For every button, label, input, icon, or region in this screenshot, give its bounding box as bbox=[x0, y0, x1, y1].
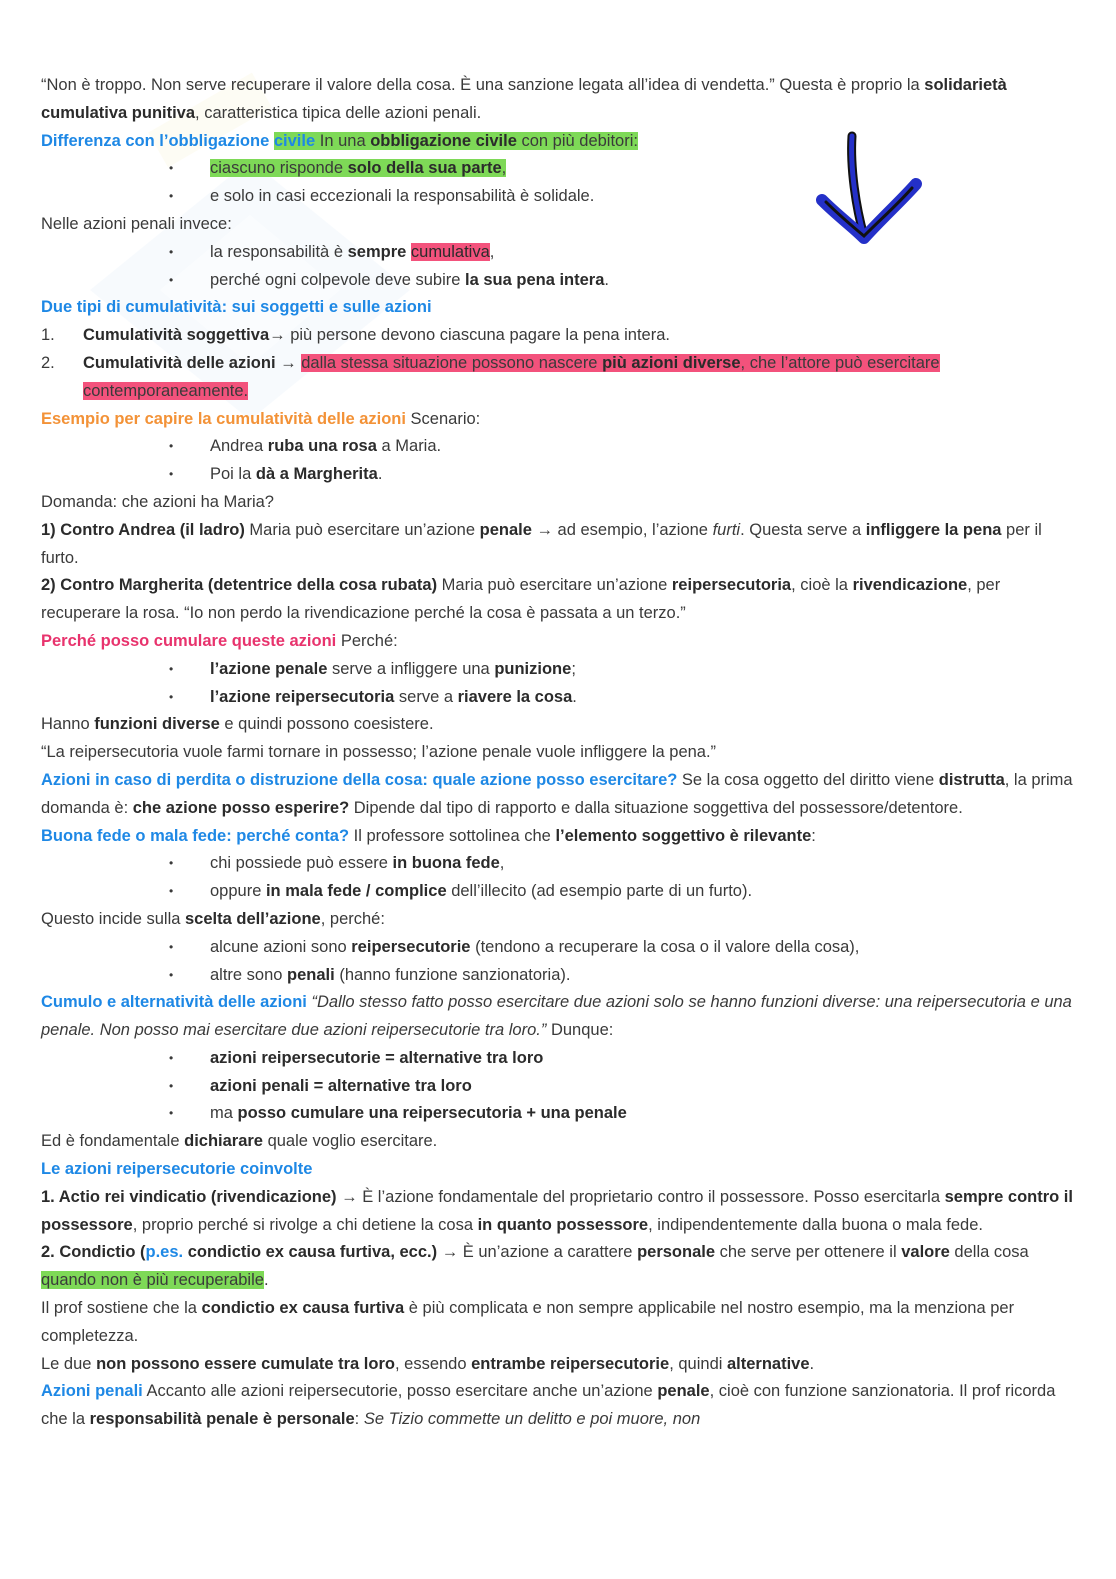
section-heading: Perché posso cumulare queste azioni bbox=[41, 631, 337, 650]
paragraph: 1) Contro Andrea (il ladro) Maria può esercitare un’azione penale → ad esempio, l’azione furti. Questa serve a infliggere la pena per il furto. bbox=[41, 520, 1042, 567]
section-heading: Azioni in caso di perdita o distruzione della cosa: quale azione posso esercitare? bbox=[41, 770, 678, 789]
section-heading: Azioni penali bbox=[41, 1382, 143, 1401]
highlight-pink: cumulativa bbox=[410, 242, 490, 261]
section-heading: Cumulo e alternatività delle azioni bbox=[41, 993, 307, 1012]
section-heading-line: Cumulo e alternatività delle azioni “Dallo stesso fatto posso esercitare due azioni solo se hanno funzioni diverse: una reipersecutoria e una penale. Non posso mai esercitare due azioni reipersecutorie tra loro.” Dunque: bbox=[41, 993, 1072, 1040]
section-heading: Buona fede o mala fede: perché conta? bbox=[41, 826, 350, 845]
paragraph: Le due non possono essere cumulate tra loro, essendo entrambe reipersecutorie, quindi alternative. bbox=[41, 1354, 815, 1373]
section-heading-line: Buona fede o mala fede: perché conta? Il professore sottolinea che l’elemento soggettivo è rilevante: bbox=[41, 826, 816, 845]
numbered-item: 2. Cumulatività delle azioni → dalla stessa situazione possono nascere più azioni diverse, che l’attore può esercitare contemporaneamente. bbox=[41, 353, 940, 400]
section-heading-line: Azioni in caso di perdita o distruzione della cosa: quale azione posso esercitare? Se la cosa oggetto del diritto viene distrutta, la prima domanda è: che azione posso esperire? Dipende dal tipo di rapporto e dalla situazione soggettiva del possessore/detentore. bbox=[41, 770, 1073, 817]
paragraph: Hanno funzioni diverse e quindi possono coesistere. bbox=[41, 715, 434, 734]
bullet-item: • l’azione penale serve a infliggere una punizione; bbox=[41, 656, 1076, 684]
section-heading-line: Perché posso cumulare queste azioni Perché: bbox=[41, 631, 398, 650]
section-heading-line: Esempio per capire la cumulatività delle azioni Scenario: bbox=[41, 409, 481, 428]
section-heading: Esempio per capire la cumulatività delle azioni bbox=[41, 409, 406, 428]
bullet-item: • e solo in casi eccezionali la responsabilità è solidale. bbox=[41, 183, 1076, 211]
bullet-item: • l’azione reipersecutoria serve a riavere la cosa. bbox=[41, 684, 1076, 712]
bullet-item: • ma posso cumulare una reipersecutoria + una penale bbox=[41, 1100, 1076, 1128]
bullet-item: • la responsabilità è sempre cumulativa, bbox=[41, 239, 1076, 267]
section-heading: Le azioni reipersecutorie coinvolte bbox=[41, 1160, 313, 1179]
paragraph: “La reipersecutoria vuole farmi tornare in possesso; l’azione penale vuole infliggere la pena.” bbox=[41, 743, 717, 762]
paragraph: Ed è fondamentale dichiarare quale voglio esercitare. bbox=[41, 1132, 438, 1151]
paragraph: Il prof sostiene che la condictio ex causa furtiva è più complicata e non sempre applicabile nel nostro esempio, ma la menziona per completezza. bbox=[41, 1299, 1015, 1345]
paragraph: Domanda: che azioni ha Maria? bbox=[41, 492, 274, 511]
bullet-item: • oppure in mala fede / complice dell’illecito (ad esempio parte di un furto). bbox=[41, 878, 1076, 906]
bullet-item: • Andrea ruba una rosa a Maria. bbox=[41, 433, 1076, 461]
numbered-item: 1. Cumulatività soggettiva→ più persone devono ciascuna pagare la pena intera. bbox=[41, 326, 670, 345]
paragraph: Questo incide sulla scelta dell’azione, perché: bbox=[41, 909, 385, 928]
bullet-item: • Poi la dà a Margherita. bbox=[41, 461, 1076, 489]
bullet-item: • alcune azioni sono reipersecutorie (tendono a recuperare la cosa o il valore della cosa), bbox=[41, 934, 1076, 962]
section-heading: Due tipi di cumulatività: sui soggetti e sulle azioni bbox=[41, 298, 432, 317]
section-heading-line: Differenza con l’obbligazione civile In una obbligazione civile con più debitori: bbox=[41, 131, 638, 150]
highlight-green: quando non è più recuperabile bbox=[41, 1271, 264, 1290]
bullet-item: • altre sono penali (hanno funzione sanzionatoria). bbox=[41, 962, 1076, 990]
highlight-pink: dalla stessa situazione possono nascere più azioni diverse, che l’attore può esercitare contemporaneamente. bbox=[83, 353, 940, 400]
bullet-item: • ciascuno risponde solo della sua parte, bbox=[41, 155, 1076, 183]
section-heading: Differenza con l’obbligazione bbox=[41, 131, 274, 150]
paragraph: Nelle azioni penali invece: bbox=[41, 214, 232, 233]
bullet-item: • azioni reipersecutorie = alternative tra loro bbox=[41, 1045, 1076, 1073]
highlight-green: civile bbox=[273, 131, 316, 150]
section-heading-line: Azioni penali Accanto alle azioni reipersecutorie, posso esercitare anche un’azione penale, cioè con funzione sanzionatoria. Il prof ricorda che la responsabilità penale è personale: Se Tizio commette un delitto e poi muore, non bbox=[41, 1382, 1056, 1429]
paragraph: 1. Actio rei vindicatio (rivendicazione) → È l’azione fondamentale del proprietario contro il possessore. Posso esercitarla sempre contro il possessore, proprio perché si rivolge a chi detiene la cosa in quanto possessore, indipendentemente dalla buona o mala fede. bbox=[41, 1187, 1073, 1234]
notes-page bbox=[41, 72, 1076, 1434]
paragraph: 2. Condictio (p.es. condictio ex causa furtiva, ecc.) → È un’azione a carattere personale che serve per ottenere il valore della cosa quando non è più recuperabile. bbox=[41, 1243, 1029, 1290]
bullet-item: • chi possiede può essere in buona fede, bbox=[41, 850, 1076, 878]
bullet-item: • perché ogni colpevole deve subire la sua pena intera. bbox=[41, 267, 1076, 295]
paragraph: 2) Contro Margherita (detentrice della cosa rubata) Maria può esercitare un’azione reipersecutoria, cioè la rivendicazione, per recuperare la rosa. “Io non perdo la rivendicazione perché la cosa è passata a un terzo.” bbox=[41, 576, 1001, 623]
bullet-item: • azioni penali = alternative tra loro bbox=[41, 1073, 1076, 1101]
paragraph: “Non è troppo. Non serve recuperare il valore della cosa. È una sanzione legata all’idea di vendetta.” Questa è proprio la solidarietà cumulativa punitiva, caratteristica tipica delle azioni penali. bbox=[41, 76, 1007, 122]
